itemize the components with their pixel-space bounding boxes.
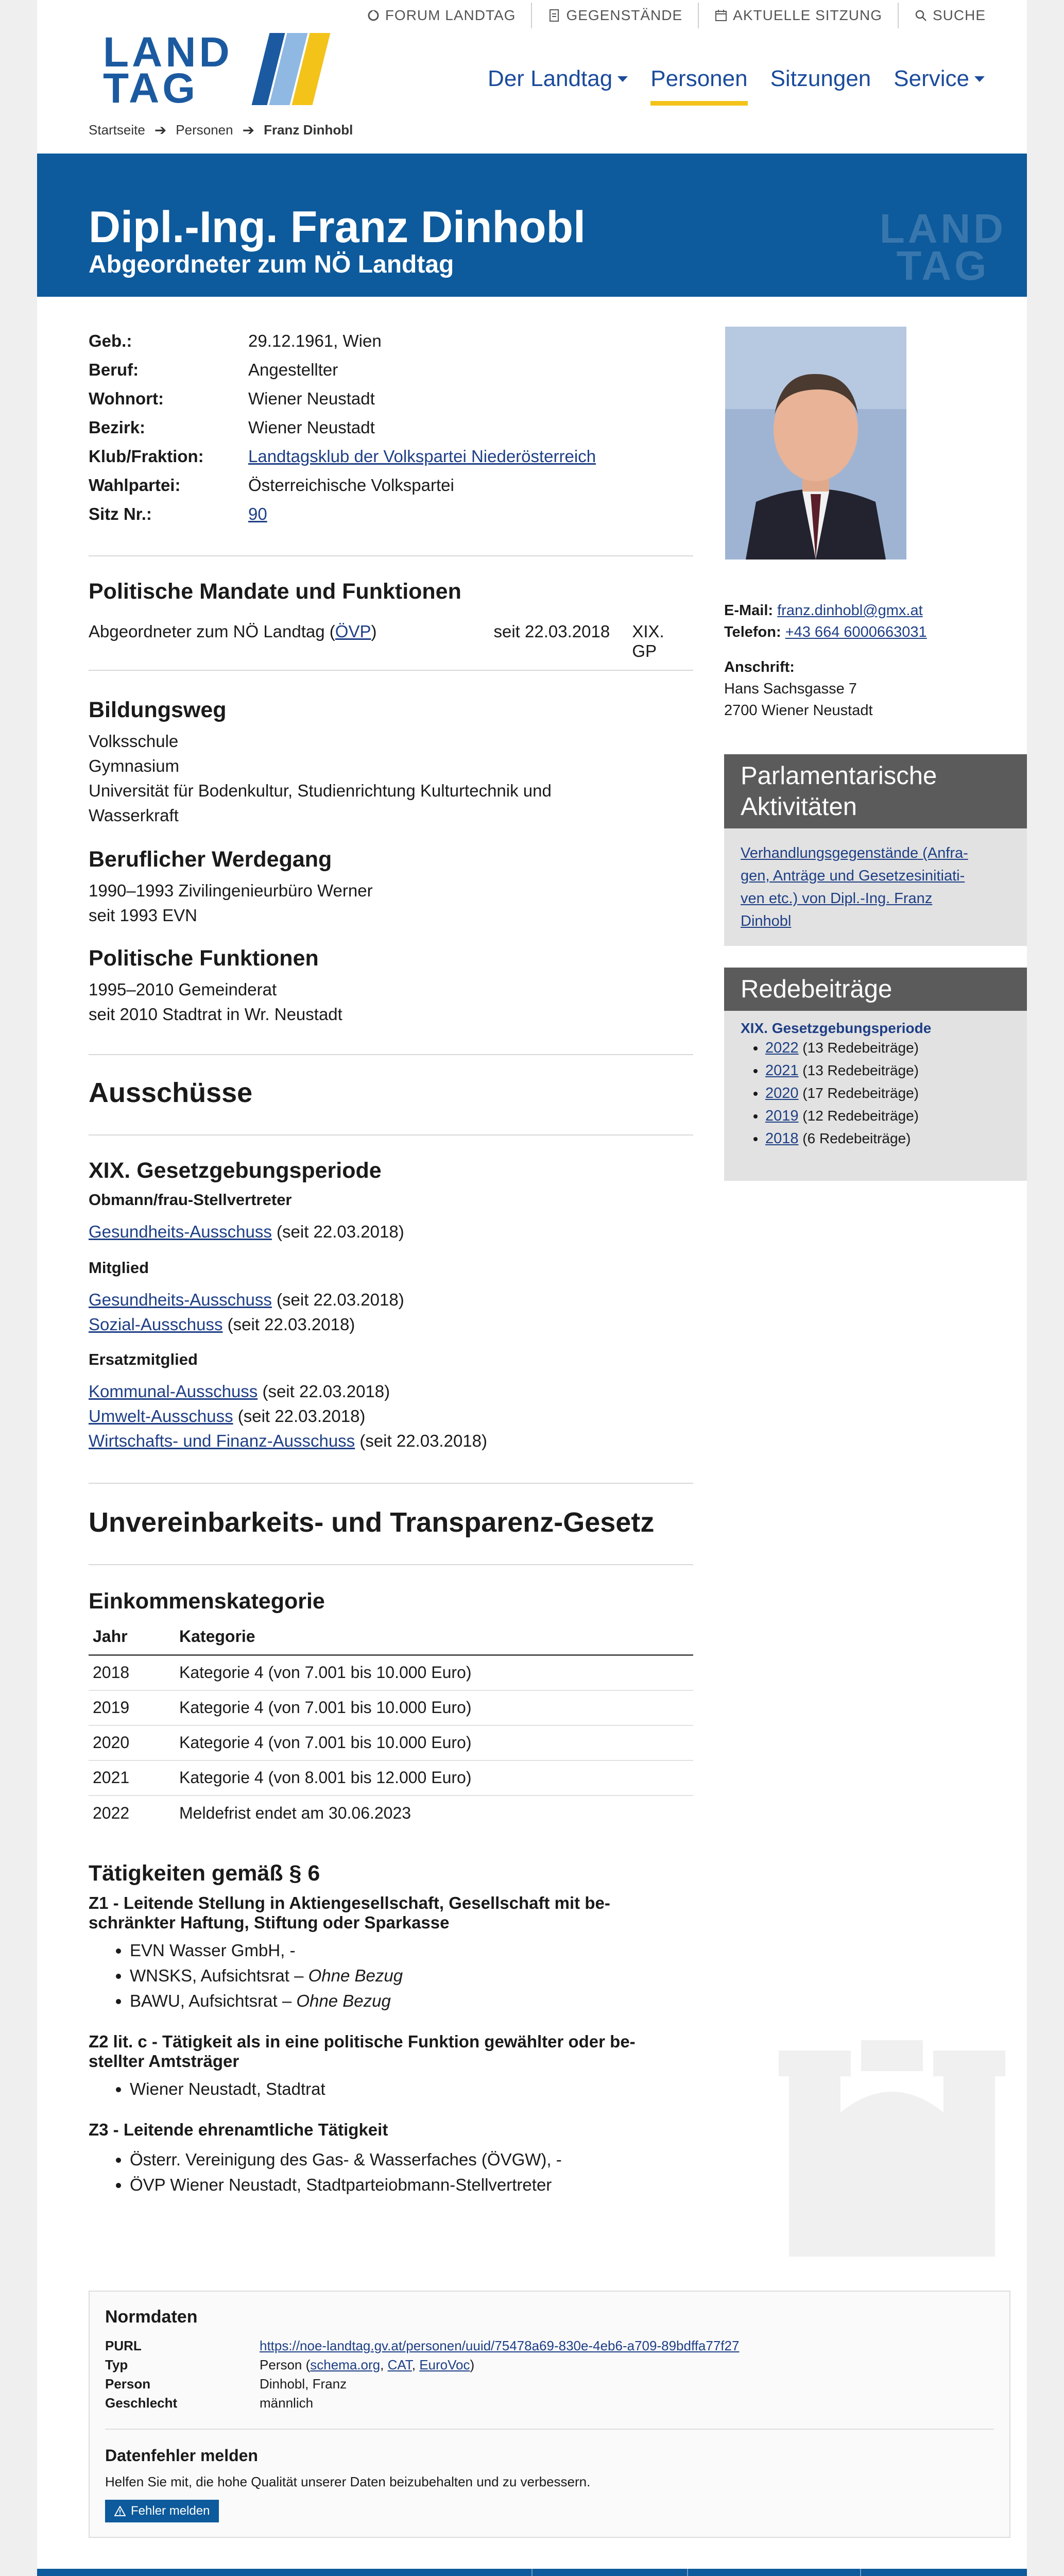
- rede-list: [741, 1037, 1010, 1150]
- bildung-list: Volksschule Gymnasium Universität für Bodenkultur, Studienrichtung Kulturtechnik und Wasserkraft: [89, 732, 552, 825]
- role-heading: Mitglied: [89, 1259, 149, 1277]
- calendar-icon: [714, 9, 728, 22]
- info-value: 29.12.1961, Wien: [248, 331, 382, 350]
- breadcrumb-current: Franz Dinhobl: [264, 122, 353, 138]
- info-value: Angestellter: [248, 360, 338, 379]
- list-item: • ÖVP Wiener Neustadt, Stadtparteiobmann-Stellvertreter: [130, 2172, 693, 2197]
- rede-panel-heading: Redebeiträge: [724, 968, 1027, 1011]
- list-item: • 2020 (17 Redebeiträge): [765, 1082, 1010, 1105]
- table-cell: Kategorie 4 (von 7.001 bis 10.000 Euro): [175, 1655, 693, 1690]
- arrow-right-icon: ➔: [242, 122, 255, 138]
- logo-text-land: LAND: [103, 29, 233, 76]
- ausschuesse-section: [89, 1158, 693, 1453]
- list-item: • Österr. Vereinigung des Gas- & Wasserfaches (ÖVGW), -: [130, 2147, 693, 2172]
- normdaten-heading: Normdaten: [105, 2307, 198, 2327]
- table-cell: 2020: [89, 1725, 175, 1760]
- klub-link[interactable]: Landtagsklub der Volkspartei Niederösterreich: [248, 447, 596, 466]
- email-link[interactable]: franz.dinhobl@gmx.at: [777, 602, 923, 619]
- breadcrumb-startseite[interactable]: Startseite: [89, 122, 145, 138]
- table-cell: Kategorie 4 (von 8.001 bis 12.000 Euro): [175, 1760, 693, 1795]
- rede-year-link[interactable]: 2022: [765, 1040, 799, 1056]
- info-key: Wahlpartei:: [89, 476, 181, 495]
- bildung-section: [89, 698, 693, 828]
- z3-heading: Z3 - Leitende ehrenamtliche Tätigkeit: [89, 2120, 388, 2139]
- beruf-heading: Beruflicher Werdegang: [89, 847, 332, 872]
- arrow-right-icon: ➔: [154, 122, 167, 138]
- rede-year-link[interactable]: 2018: [765, 1130, 799, 1147]
- polfunk-list: 1995–2010 Gemeinderat seit 2010 Stadtrat in Wr. Neustadt: [89, 980, 342, 1024]
- nav-der-landtag-label: Der Landtag: [488, 66, 613, 91]
- normdaten-row-geschlecht: Geschlecht männlich: [105, 2395, 314, 2411]
- nav-service-label: Service: [894, 66, 969, 91]
- address-street: Hans Sachsgasse 7: [724, 681, 857, 697]
- document-icon: [547, 9, 561, 22]
- committee-link[interactable]: Kommunal-Ausschuss: [89, 1382, 258, 1401]
- mandate-heading: Politische Mandate und Funktionen: [89, 579, 461, 604]
- topnav-forum[interactable]: [351, 3, 531, 28]
- taetigkeiten-section: [89, 1861, 693, 2197]
- committee-link[interactable]: Wirtschafts- und Finanz-Ausschuss: [89, 1431, 355, 1450]
- mandate-since: seit 22.03.2018: [493, 622, 610, 641]
- info-key: Wohnort:: [89, 389, 164, 408]
- list-item: • 2021 (13 Redebeiträge): [765, 1059, 1010, 1082]
- ausschuesse-heading: Ausschüsse: [89, 1077, 253, 1108]
- role-heading: Ersatzmitglied: [89, 1350, 198, 1368]
- normdaten-row-person: Person Dinhobl, Franz: [105, 2376, 347, 2392]
- sitz-link[interactable]: 90: [248, 504, 267, 523]
- rede-year-link[interactable]: 2021: [765, 1062, 799, 1079]
- person-banner: [37, 154, 1027, 297]
- beruf-section: [89, 847, 693, 928]
- email-row: E-Mail: franz.dinhobl@gmx.at: [724, 602, 923, 619]
- list-item: • 2019 (12 Redebeiträge): [765, 1105, 1010, 1127]
- page-subtitle: Abgeordneter zum NÖ Landtag: [89, 251, 454, 278]
- verhandlungsgegenstaende-link[interactable]: Verhandlungsgegenstände (Anfra- gen, Anträge und Gesetzesinitiati- ven etc.) von Dipl.-Ing. Franz Dinhobl: [741, 845, 968, 929]
- table-row: [89, 1725, 693, 1760]
- committee-item: Kommunal-Ausschuss (seit 22.03.2018): [89, 1382, 390, 1401]
- list-item: • EVN Wasser GmbH, -: [130, 1938, 693, 1963]
- table-row: [89, 1690, 693, 1725]
- divider: [105, 2429, 994, 2430]
- info-row-klub: [89, 442, 693, 471]
- info-key: Beruf:: [89, 360, 139, 379]
- divider: [89, 1054, 693, 1055]
- main-navigation: [488, 66, 985, 106]
- info-row-sitz: [89, 500, 693, 529]
- address-city: 2700 Wiener Neustadt: [724, 702, 873, 719]
- topnav-gegenstaende[interactable]: [531, 3, 698, 28]
- list-item: • Wiener Neustadt, Stadtrat: [130, 2076, 693, 2102]
- divider: [89, 1483, 693, 1484]
- table-row: [89, 1795, 693, 1831]
- footer: [37, 2569, 1027, 2576]
- nav-der-landtag[interactable]: [488, 66, 628, 106]
- einkommen-table-wrap: [89, 1619, 693, 1831]
- divider: [687, 2569, 688, 2576]
- einkommen-heading: Einkommenskategorie: [89, 1589, 325, 1614]
- nav-sitzungen-label: Sitzungen: [770, 66, 871, 91]
- nav-personen[interactable]: [650, 66, 747, 106]
- committee-item: Wirtschafts- und Finanz-Ausschuss (seit 22.03.2018): [89, 1431, 488, 1450]
- chevron-down-icon: [974, 76, 985, 82]
- address-row: Anschrift:: [724, 659, 795, 675]
- coat-of-arms-watermark: [758, 2009, 1026, 2277]
- mandate-text: Abgeordneter zum NÖ Landtag (ÖVP): [89, 622, 377, 641]
- eurovoc-link[interactable]: EuroVoc: [419, 2357, 470, 2372]
- page: [37, 0, 1027, 2576]
- z1-list: [89, 1938, 693, 2013]
- z2-list: [89, 2076, 693, 2102]
- transparenz-heading: Unvereinbarkeits- und Transparenz-Gesetz: [89, 1507, 655, 1538]
- info-key: Klub/Fraktion:: [89, 447, 204, 466]
- page-title: Dipl.-Ing. Franz Dinhobl: [89, 202, 586, 252]
- parl-panel: [724, 754, 1027, 946]
- phone-row: Telefon: +43 664 6000663031: [724, 624, 927, 640]
- info-value: Wiener Neustadt: [248, 418, 375, 437]
- info-row-geb: [89, 327, 693, 355]
- info-value: Wiener Neustadt: [248, 389, 375, 408]
- mandate-period: XIX. GP: [632, 622, 664, 660]
- banner-watermark-logo: LAND TAG: [879, 206, 1006, 289]
- polfunk-heading: Politische Funktionen: [89, 946, 319, 971]
- landtag-logo[interactable]: [89, 30, 331, 112]
- divider: [89, 670, 693, 671]
- contact-block: [724, 600, 1027, 721]
- table-cell: 2021: [89, 1760, 175, 1795]
- topnav-aktuelle-sitzung[interactable]: [698, 3, 898, 28]
- info-key: Geb.:: [89, 331, 132, 350]
- rede-year-link[interactable]: 2019: [765, 1108, 799, 1124]
- nav-service[interactable]: [894, 66, 985, 106]
- rede-panel: [724, 968, 1027, 1181]
- nav-sitzungen[interactable]: [770, 66, 871, 106]
- einkommen-table: [89, 1619, 693, 1831]
- parl-panel-body: [724, 828, 1027, 946]
- normdaten-row-purl: PURL https://noe-landtag.gv.at/personen/uuid/75478a69-830e-4eb6-a709-89bdffa77f27: [105, 2338, 740, 2353]
- table-cell: 2022: [93, 1803, 130, 1822]
- fehler-text: Helfen Sie mit, die hohe Qualität unserer Daten beizubehalten und zu verbessern.: [105, 2474, 591, 2489]
- topnav-suche-label: SUCHE: [932, 7, 986, 23]
- info-row-wahlpartei: [89, 471, 693, 500]
- info-key: Sitz Nr.:: [89, 504, 152, 523]
- topnav-forum-label: FORUM LANDTAG: [385, 7, 516, 23]
- committee-link[interactable]: Gesundheits-Ausschuss: [89, 1222, 272, 1241]
- table-row: [89, 1760, 693, 1795]
- column-header-kategorie: Kategorie: [175, 1619, 693, 1655]
- polfunk-section: [89, 946, 693, 1027]
- beruf-list: 1990–1993 Zivilingenieurbüro Werner seit 1993 EVN: [89, 881, 373, 925]
- table-cell: Kategorie 4 (von 7.001 bis 10.000 Euro): [175, 1690, 693, 1725]
- table-cell: 2018: [89, 1655, 175, 1690]
- phone-link[interactable]: +43 664 6000663031: [785, 624, 927, 640]
- topnav-aktuelle-sitzung-label: AKTUELLE SITZUNG: [733, 7, 882, 23]
- table-header: [89, 1619, 693, 1655]
- bildung-heading: Bildungsweg: [89, 698, 227, 722]
- mandate-section: [89, 579, 693, 661]
- info-row-wohnort: [89, 384, 693, 413]
- committee-link[interactable]: Umwelt-Ausschuss: [89, 1406, 233, 1426]
- person-photo: [725, 327, 906, 560]
- list-item: • 2022 (13 Redebeiträge): [765, 1037, 1010, 1059]
- committee-item: Umwelt-Ausschuss (seit 22.03.2018): [89, 1406, 366, 1426]
- cat-link[interactable]: CAT: [387, 2357, 412, 2372]
- committee-link[interactable]: Sozial-Ausschuss: [89, 1315, 223, 1334]
- topnav-gegenstaende-label: GEGENSTÄNDE: [566, 7, 683, 23]
- person-info: [89, 327, 693, 529]
- forum-icon: [367, 9, 380, 22]
- fehler-melden-label: Fehler melden: [131, 2504, 210, 2518]
- logo-text-tag: TAG: [103, 65, 199, 112]
- breadcrumb: [89, 122, 353, 139]
- rede-period: XIX. Gesetzgebungsperiode: [741, 1020, 932, 1036]
- table-cell: Kategorie 4 (von 7.001 bis 10.000 Euro): [175, 1725, 693, 1760]
- divider: [89, 1134, 693, 1136]
- list-item: • WNSKS, Aufsichtsrat – Ohne Bezug: [130, 1963, 693, 1988]
- search-icon: [914, 9, 928, 22]
- normdaten-row-typ: Typ Person (schema.org, CAT, EuroVoc): [105, 2357, 475, 2372]
- party-link[interactable]: ÖVP: [335, 622, 371, 641]
- divider: [89, 555, 693, 556]
- committee-item: Gesundheits-Ausschuss (seit 22.03.2018): [89, 1222, 404, 1241]
- info-row-bezirk: [89, 413, 693, 442]
- fehler-melden-button[interactable]: [105, 2500, 219, 2522]
- divider: [860, 2569, 861, 2576]
- info-value: Österreichische Volkspartei: [248, 476, 454, 495]
- chevron-down-icon: [617, 76, 628, 82]
- table-row: [89, 1655, 693, 1690]
- parl-panel-heading: Parlamentarische Aktivitäten: [724, 754, 1027, 828]
- period-heading: XIX. Gesetzgebungsperiode: [89, 1158, 382, 1183]
- table-cell: 2019: [89, 1690, 175, 1725]
- taetigkeiten-heading: Tätigkeiten gemäß § 6: [89, 1861, 320, 1886]
- topnav-suche[interactable]: [898, 3, 1001, 28]
- z1-heading: Z1 - Leitende Stellung in Aktiengesellschaft, Gesellschaft mit be- schränkter Haftung, Stiftung oder Sparkasse: [89, 1893, 610, 1932]
- committee-item: Gesundheits-Ausschuss (seit 22.03.2018): [89, 1290, 404, 1309]
- committee-link[interactable]: Gesundheits-Ausschuss: [89, 1290, 272, 1309]
- fehler-heading: Datenfehler melden: [105, 2446, 258, 2465]
- purl-link[interactable]: https://noe-landtag.gv.at/personen/uuid/75478a69-830e-4eb6-a709-89bdffa77f27: [260, 2338, 740, 2353]
- warning-icon: [114, 2506, 126, 2516]
- top-navigation: [351, 0, 1001, 31]
- nav-personen-label: Personen: [650, 66, 748, 91]
- breadcrumb-personen[interactable]: Personen: [176, 122, 233, 138]
- rede-panel-body: [724, 1011, 1027, 1181]
- role-heading: Obmann/frau-Stellvertreter: [89, 1191, 292, 1209]
- info-key: Bezirk:: [89, 418, 146, 437]
- divider: [531, 2569, 533, 2576]
- info-row-beruf: [89, 355, 693, 384]
- committee-item: Sozial-Ausschuss (seit 22.03.2018): [89, 1315, 355, 1334]
- column-header-jahr: Jahr: [89, 1619, 175, 1655]
- logo-stripes-icon: [253, 33, 324, 105]
- normdaten-box: [89, 2291, 1010, 2538]
- schema-org-link[interactable]: schema.org: [310, 2357, 381, 2372]
- list-item: • BAWU, Aufsichtsrat – Ohne Bezug: [130, 1988, 693, 2013]
- rede-year-link[interactable]: 2020: [765, 1085, 799, 1101]
- divider: [89, 1564, 693, 1565]
- z3-list: [89, 2147, 693, 2197]
- z2-heading: Z2 lit. c - Tätigkeit als in eine politische Funktion gewählter oder be- stellter Amtsträger: [89, 2032, 636, 2071]
- table-cell: Meldefrist endet am 30.06.2023: [179, 1803, 411, 1822]
- list-item: • 2018 (6 Redebeiträge): [765, 1127, 1010, 1150]
- mandate-row: [89, 622, 693, 661]
